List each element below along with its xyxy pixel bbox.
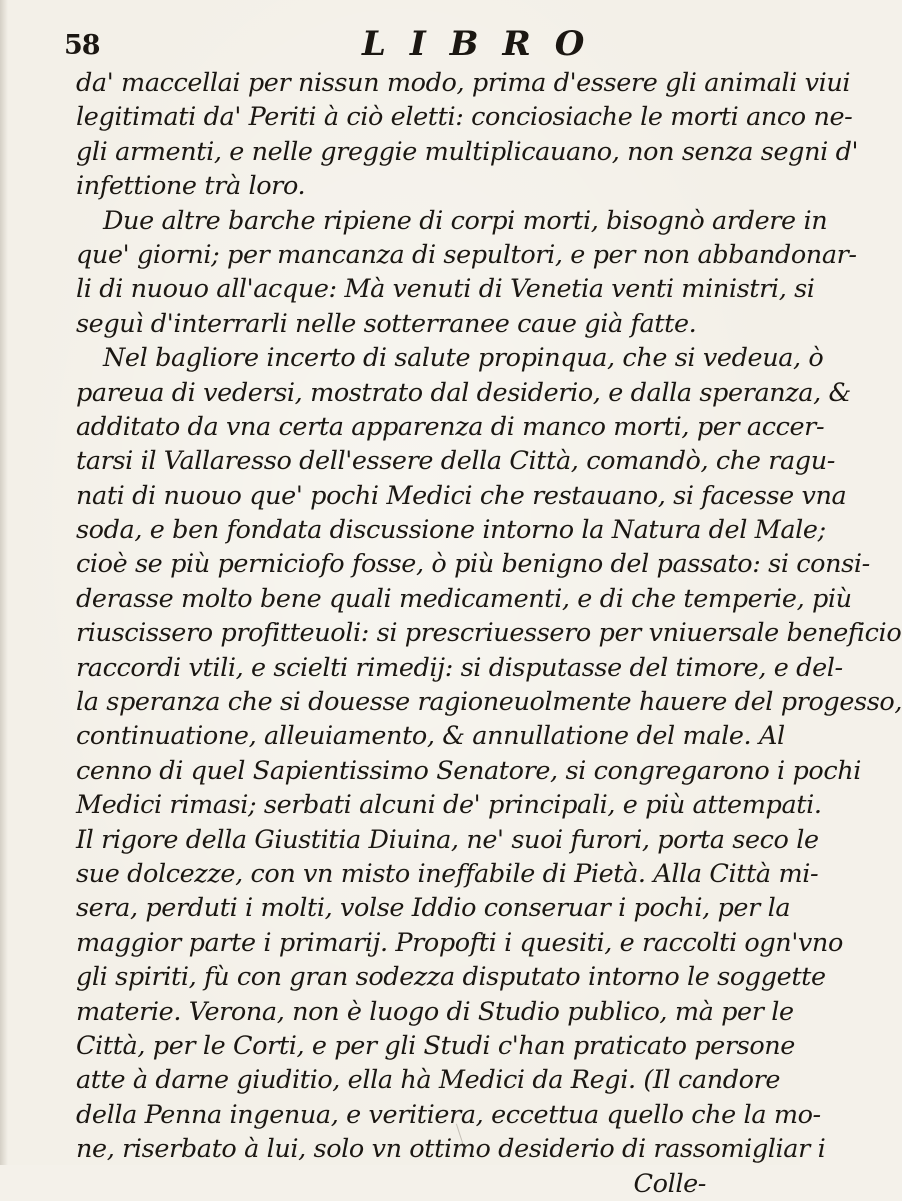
catchword: Colle- xyxy=(633,1168,706,1199)
page-edge-shadow xyxy=(0,0,8,1165)
text-line: derasse molto bene quali medicamenti, e di che temperie, più xyxy=(76,583,852,614)
text-line: raccordi vtili, e scielti rimedij: si disputasse del timore, e del- xyxy=(76,652,843,683)
text-line: atte à darne giuditio, ella hà Medici da Regi. (Il candore xyxy=(76,1065,781,1096)
text-line: Il rigore della Giustitia Diuina, ne' suoi furori, porta seco le xyxy=(76,824,819,855)
paragraph-start-line: Due altre barche ripiene di corpi morti, bisognò ardere in xyxy=(103,205,828,236)
text-line: da' maccellai per nissun modo, prima d'essere gli animali viui xyxy=(76,68,851,98)
text-line: nati di nuouo que' pochi Medici che restauano, si facesse vna xyxy=(76,480,847,511)
paragraph-start-line: Nel bagliore incerto di salute propinqua, che si vedeua, ò xyxy=(103,343,824,374)
text-line: additato da vna certa apparenza di manco morti, per accer- xyxy=(76,411,825,442)
text-line: sera, perduti i molti, volse Iddio conseruar i pochi, per la xyxy=(76,893,791,924)
text-line: materie. Verona, non è luogo di Studio publico, mà per le xyxy=(76,996,794,1027)
text-line: Città, per le Corti, e per gli Studi c'han praticato persone xyxy=(76,1030,795,1061)
text-line: continuatione, alleuiamento, & annullatione del male. Al xyxy=(76,721,785,752)
text-line: seguì d'interrarli nelle sotterranee caue già fatte. xyxy=(76,308,697,339)
text-line: tarsi il Vallaresso dell'essere della Città, comandò, che ragu- xyxy=(76,446,835,477)
text-line: della Penna ingenua, e veritiera, eccettua quello che la mo- xyxy=(76,1099,821,1130)
text-line: maggior parte i primarij. Propofti i quesiti, e raccolti ogn'vno xyxy=(76,927,843,958)
text-line: cenno di quel Sapientissimo Senatore, si congregarono i pochi xyxy=(76,755,862,786)
text-line: gli armenti, e nelle greggie multiplicauano, non senza segni d' xyxy=(76,136,859,167)
text-line: infettione trà loro. xyxy=(76,171,306,202)
text-line: cioè se più perniciofo fosse, ò più benigno del passato: si consi- xyxy=(76,549,870,580)
text-line: pareua di vedersi, mostrato dal desiderio, e dalla speranza, & xyxy=(76,377,851,408)
text-line: sue dolcezze, con vn misto ineffabile di Pietà. Alla Città mi- xyxy=(76,858,819,889)
text-line: que' giorni; per mancanza di sepultori, e per non abbandonar- xyxy=(76,239,857,270)
body-text xyxy=(76,66,902,1201)
text-line: riuscissero profitteuoli: si prescriuessero per vniuersale beneficio xyxy=(76,618,902,649)
text-line: gli spiriti, fù con gran sodezza disputato intorno le soggette xyxy=(76,962,826,993)
text-line: ne, riserbato à lui, solo vn ottimo desiderio di rassomigliar i xyxy=(76,1134,826,1165)
text-line: Medici rimasi; serbati alcuni de' principali, e più attempati. xyxy=(76,790,822,821)
text-line: legitimati da' Periti à ciò eletti: conciosiache le morti anco ne- xyxy=(76,102,853,133)
page-number: 58 xyxy=(64,30,100,61)
text-line: li di nuouo all'acque: Mà venuti di Venetia venti ministri, si xyxy=(76,274,815,305)
text-line: soda, e ben fondata discussione intorno la Natura del Male; xyxy=(76,515,826,546)
text-line: la speranza che si douesse ragioneuolmente hauere del progesso, xyxy=(76,687,902,718)
running-title: LIBRO xyxy=(362,24,609,64)
